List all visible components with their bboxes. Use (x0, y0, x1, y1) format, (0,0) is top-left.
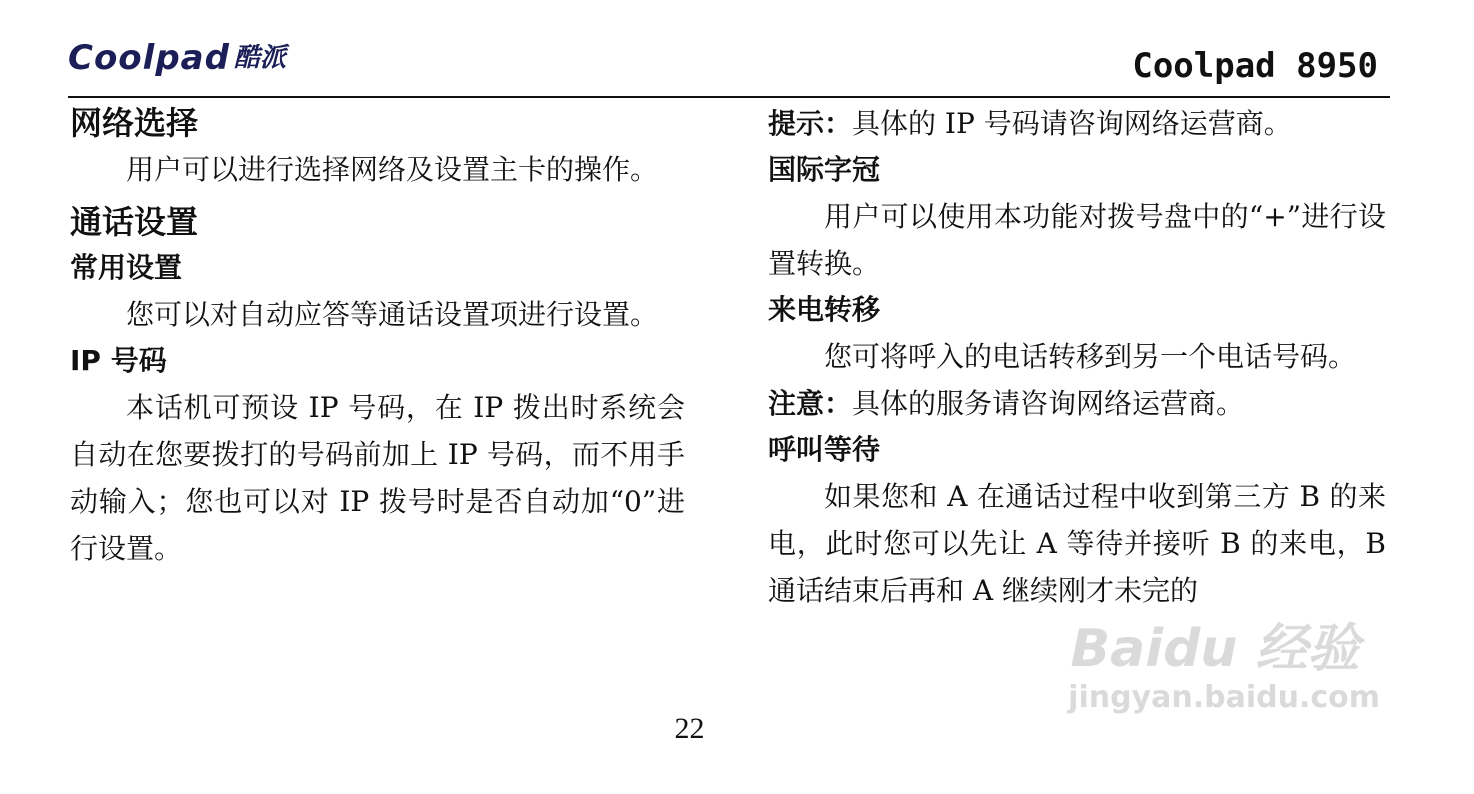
attention-text: 具体的服务请咨询网络运营商。 (852, 387, 1245, 420)
header-divider (68, 96, 1390, 98)
attention-note (768, 380, 1386, 427)
subheading-call-forwarding: 来电转移 (768, 293, 881, 326)
right-column (768, 100, 1386, 614)
left-column (70, 100, 685, 572)
paragraph-call-forwarding: 您可将呼入的电话转移到另一个电话号码。 (824, 340, 1357, 373)
paragraph-network: 用户可以进行选择网络及设置主卡的操作。 (126, 153, 659, 186)
page-header (0, 0, 1474, 100)
page-number: 22 (674, 712, 705, 745)
coolpad-logo (68, 36, 286, 80)
paragraph-common-settings: 您可以对自动应答等通话设置项进行设置。 (126, 298, 659, 331)
model-name: Coolpad 8950 (1132, 46, 1378, 86)
watermark-url-text: jingyan.baidu.com (1068, 680, 1380, 715)
attention-label: 注意： (768, 387, 853, 420)
section-heading-call-settings: 通话设置 (70, 203, 199, 241)
section-heading-network: 网络选择 (70, 104, 199, 142)
tip-label: 提示： (768, 107, 853, 140)
paragraph-call-waiting: 如果您和 A 在通话过程中收到第三方 B 的来电，此时您可以先让 A 等待并接听 B 的来电，B 通话结束后再和 A 继续刚才未完的 (768, 480, 1386, 607)
subheading-common-settings: 常用设置 (70, 251, 183, 284)
paragraph-ip-number: 本话机可预设 IP 号码，在 IP 拨出时系统会自动在您要拨打的号码前加上 IP 号码，而不用手动输入；您也可以对 IP 拨号时是否自动加“0”进行设置。 (70, 391, 685, 565)
subheading-call-waiting: 呼叫等待 (768, 433, 881, 466)
subheading-ip-number: IP 号码 (70, 344, 167, 377)
tip-note (768, 100, 1386, 147)
paragraph-international-prefix: 用户可以使用本功能对拨号盘中的“+”进行设置转换。 (768, 200, 1386, 280)
watermark-top-text: Baidu 经验 (1070, 619, 1360, 679)
subheading-international-prefix: 国际字冠 (768, 153, 881, 186)
tip-text: 具体的 IP 号码请咨询网络运营商。 (852, 107, 1292, 140)
logo-text-cn: 酷派 (233, 43, 286, 73)
logo-text-en: Coolpad (68, 38, 230, 78)
